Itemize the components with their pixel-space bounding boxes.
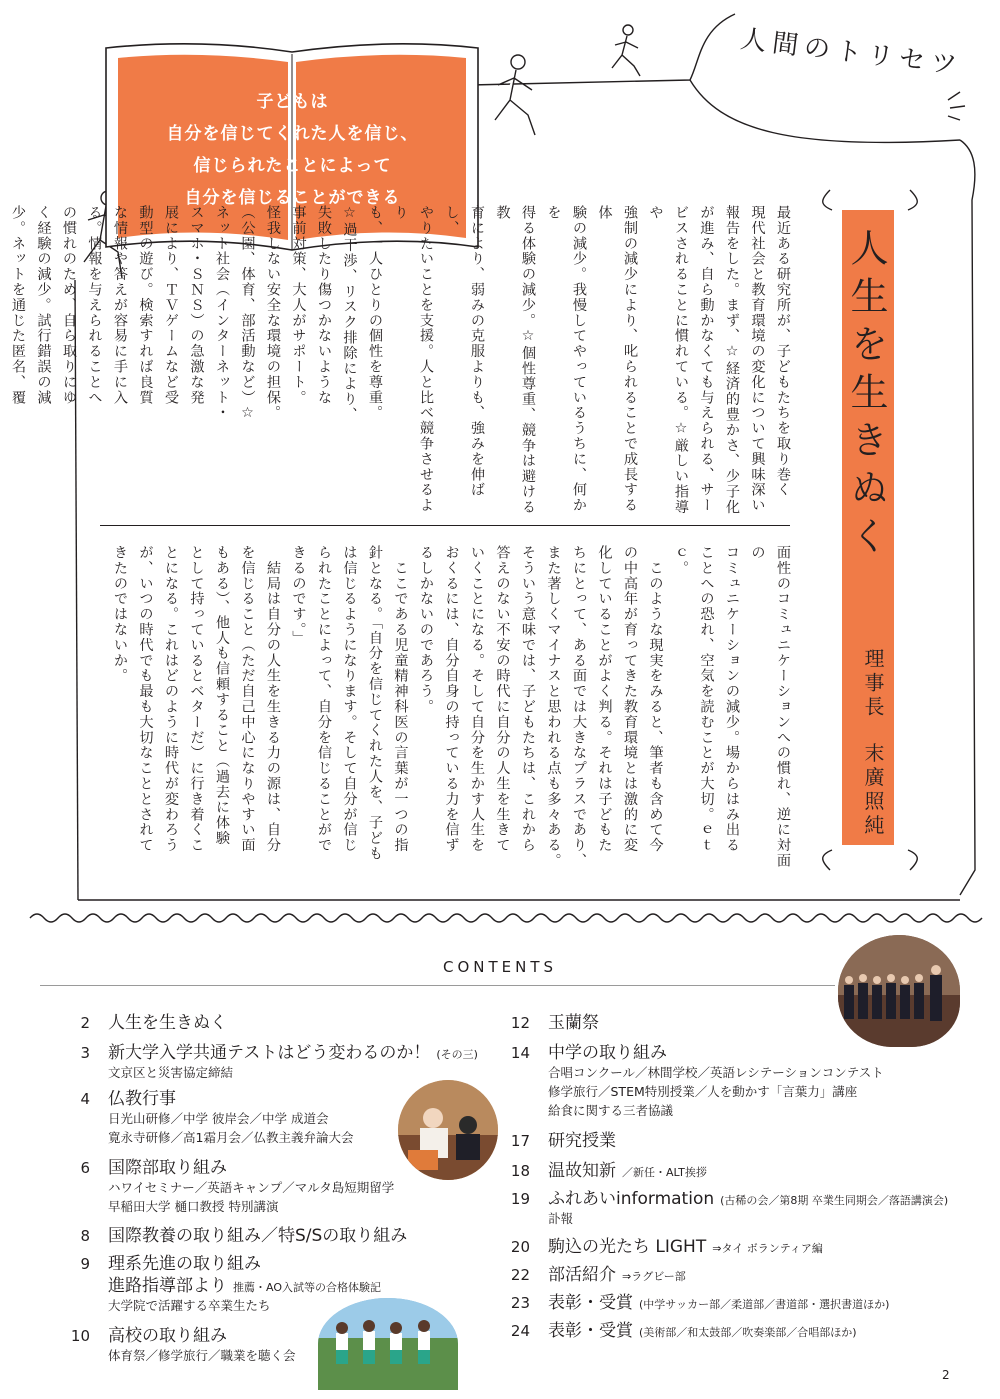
toc-title-note: ／新任・ALT挨拶: [622, 1166, 707, 1179]
toc-title: 高校の取り組み: [108, 1326, 227, 1346]
choir-photo: [838, 935, 960, 1047]
article-column: として持っているとベターだ）に行き着くこ: [188, 545, 205, 853]
series-title: 人間のトリセツ: [738, 24, 965, 82]
toc-entry[interactable]: [60, 1008, 227, 1033]
article-title: 人生を生きぬく: [844, 228, 888, 564]
toc-entry-row: [500, 1232, 823, 1257]
toc-title: 人生を生きぬく: [108, 1013, 227, 1033]
toc-page-number: 9: [80, 1255, 90, 1273]
article-column: とになる。これはどのように時代が変わろう: [163, 545, 179, 853]
article-column: 報告をした。まず、☆経済的豊かさ、少子化: [724, 205, 740, 515]
page-number: 2: [942, 1368, 950, 1382]
toc-entry-row: [60, 1271, 381, 1296]
toc-subitem: 修学旅行／STEM特別授業／人を動かす「言葉力」講座: [548, 1084, 858, 1099]
toc-subitem: 給食に関する三者協議: [548, 1103, 674, 1118]
article-column: 怪我しない安全な環境の担保。: [265, 205, 281, 421]
article-column: 化していることがよく判る。それは子どもた: [596, 545, 613, 853]
quote-line: 子どもは: [256, 92, 329, 112]
toc-entry-row: [60, 1038, 478, 1063]
toc-title: 仏教行事: [108, 1089, 176, 1109]
toc-entry[interactable]: [500, 1184, 948, 1228]
article-column: の慣れのため、自ら取りにゆ: [61, 205, 77, 406]
toc-title: 新大学入学共通テストはどう変わるのか！: [108, 1043, 431, 1063]
toc-page-number: 8: [80, 1227, 90, 1245]
article-column: 針となる。「自分を信じてくれた人を、子ども: [367, 545, 383, 862]
article-column: いくことになる。そして自分を生かす人生を: [469, 545, 485, 853]
toc-title-note: ⇒タイ ボランティア編: [712, 1242, 823, 1255]
article-column: 動型の遊び。検索すれば良質: [137, 205, 154, 406]
ceremony-photo: [398, 1080, 498, 1180]
article-column: 結局は自分の人生を生きる力の源は、自分: [265, 545, 281, 853]
toc-entry[interactable]: [500, 1038, 884, 1120]
toc-entry[interactable]: [500, 1126, 616, 1151]
toc-entry-row: [500, 1156, 707, 1181]
toc-page-number: 6: [80, 1159, 90, 1177]
article-column: そういう意味では、子どもたちは、これから: [520, 545, 536, 853]
article-column: ちにとって、ある面では大きなプラスであり、: [571, 545, 587, 869]
toc-page-number: 18: [510, 1162, 530, 1180]
article-column: の中高年が育ってきた教育環境とは激的に変: [622, 545, 638, 853]
article-column: 少。ネットを通じた匿名、覆: [10, 205, 26, 406]
toc-subitem: 大学院で活躍する卒業生たち: [108, 1298, 271, 1313]
article-column: おくるには、自分自身の持っている力を信ず: [443, 545, 460, 853]
article-column: る。情報を与えられることへ: [86, 205, 103, 406]
article-column: 答えのない不安の時代に自分の人生を生きて: [494, 545, 511, 853]
toc-page-number: 10: [70, 1327, 90, 1345]
sports-day-photo: [318, 1298, 458, 1390]
article-column: 失敗したり傷つかないような: [316, 205, 332, 406]
toc-entry[interactable]: [500, 1008, 599, 1033]
toc-entry[interactable]: [500, 1156, 707, 1181]
author-role: 理事長: [861, 648, 885, 720]
article-column: が、いつの時代でも最も大切なこととされて: [137, 545, 154, 853]
article-column: も、一人ひとりの個性を尊重。: [367, 205, 383, 421]
toc-title: 温故知新: [548, 1161, 616, 1181]
toc-entry[interactable]: [500, 1232, 823, 1257]
toc-entry-row: [60, 1321, 296, 1346]
toc-entry[interactable]: [500, 1316, 857, 1341]
toc-page-number: 22: [510, 1266, 530, 1284]
article-column: 験の減少。我慢してやっているうちに、何かを: [545, 205, 587, 513]
toc-entry[interactable]: [500, 1288, 889, 1313]
quote-line: 自分を信じることができる: [184, 188, 401, 208]
toc-entry-row: [500, 1126, 616, 1151]
article-column: このような現実をみると、筆者も含めて今: [647, 545, 664, 853]
toc-title: 中学の取り組み: [548, 1043, 667, 1063]
article-column: 育により、弱みの克服よりも、強みを伸ばし、: [443, 205, 485, 498]
toc-page-number: 14: [510, 1044, 530, 1062]
toc-title: 国際部取り組み: [108, 1158, 227, 1178]
toc-page-number: 17: [510, 1132, 530, 1150]
article-body-upper: [10, 205, 795, 523]
article-author: [848, 648, 888, 838]
toc-subitem: 日光山研修／中学 彼岸会／中学 成道会: [108, 1111, 329, 1126]
article-body-lower: [95, 545, 795, 875]
toc-entry-row: [60, 1153, 394, 1178]
runner-icon: [612, 25, 640, 76]
article-column: ビスされることに慣れている。☆厳しい指導や: [647, 205, 689, 515]
wavy-divider: [30, 914, 982, 922]
article-column: く経験の減少。試行錯誤の減: [35, 205, 52, 406]
toc-title-note: (中学サッカー部／柔道部／書道部・選択書道ほか): [639, 1298, 890, 1311]
article-column: ネット社会（インターネット・: [214, 205, 230, 421]
toc-title: 駒込の光たち LIGHT: [548, 1237, 707, 1257]
article-column: 面性のコミュニケーションへの慣れ、逆に対面の: [749, 545, 791, 869]
toc-title: 表彰・受賞: [548, 1293, 633, 1313]
article-column: 最近ある研究所が、子どもたちを取り巻く: [775, 205, 791, 498]
toc-entry-row: [500, 1038, 884, 1063]
article-column: ことへの恐れ、空気を読むことが大切。ｅｔｃ。: [673, 545, 715, 853]
toc-page-number: 2: [80, 1014, 90, 1032]
toc-title: 進路指導部より: [108, 1276, 227, 1296]
toc-entry-row: [500, 1288, 889, 1313]
article-column: スマホ・ＳＮＳ）の急激な発: [188, 205, 205, 406]
toc-page-number: 24: [510, 1322, 530, 1340]
article-column: るしかないのであろう。: [418, 545, 434, 715]
toc-page-number: 3: [80, 1044, 90, 1062]
contents-heading: CONTENTS: [442, 958, 558, 976]
toc-entry[interactable]: [60, 1038, 478, 1082]
toc-title-note: ⇒ラグビー部: [622, 1270, 686, 1283]
toc-page-number: 20: [510, 1238, 530, 1256]
article-column: 強制の減少により、叱られることで成長する体: [596, 205, 638, 513]
article-column: ここである児童精神科医の言葉が一つの指: [392, 545, 409, 853]
article-column: 得る体験の減少。☆個性尊重、競争は避ける教: [494, 205, 536, 515]
article-column: られたことによって、自分を信じることがで: [316, 545, 332, 853]
article-column: きたのではないか。: [112, 545, 128, 684]
toc-entry[interactable]: [60, 1221, 407, 1246]
article-column: ☆過干渉、リスク排除により、: [341, 205, 358, 423]
toc-title-note: (美術部／和太鼓部／吹奏楽部／合唱部ほか): [639, 1326, 857, 1339]
toc-title: 国際教養の取り組み／特S/Sの取り組み: [108, 1226, 408, 1246]
article-column: やりたいことを支援。人と比べ競争させるより: [392, 205, 434, 513]
toc-title: 玉蘭祭: [548, 1013, 599, 1033]
toc-page-number: 23: [510, 1294, 530, 1312]
toc-page-number: 19: [510, 1190, 530, 1208]
toc-subitem: ハワイセミナー／英語キャンプ／マルタ島短期留学: [108, 1180, 395, 1195]
toc-entry[interactable]: [60, 1271, 381, 1315]
toc-title-note: (古稀の会／第8期 卒業生同期会／落語講演会): [720, 1194, 949, 1207]
toc-title: ふれあいinformation: [548, 1189, 715, 1209]
toc-entry[interactable]: [60, 1153, 394, 1216]
toc-entry-row: [500, 1316, 857, 1341]
article-column: コミュニケーションの減少。場からはみ出る: [724, 545, 740, 853]
article-column: 展により、ＴＶゲームなど受: [163, 205, 179, 406]
toc-title-note: 推薦・AO入試等の合格体験記: [233, 1281, 381, 1294]
article-column: な情報や答えが容易に手に入: [112, 205, 128, 406]
article-column: また著しくマイナスと思われる点も多々ある。: [545, 545, 562, 869]
toc-entry-row: [500, 1184, 948, 1209]
article-column: を信じること（ただ自己中心になりやすい面: [239, 545, 256, 853]
toc-entry[interactable]: [60, 1321, 296, 1365]
toc-entry-row: [60, 1084, 353, 1109]
toc-title-note: (その三): [436, 1048, 478, 1061]
runner-icon: [495, 55, 535, 135]
toc-entry-row: [500, 1260, 686, 1285]
article-column: 現代社会と教育環境の変化について興味深い: [749, 205, 766, 513]
toc-title: 部活紹介: [548, 1265, 616, 1285]
toc-entry-row: [500, 1008, 599, 1033]
toc-page-number: 12: [510, 1014, 530, 1032]
contents-rule: [40, 985, 835, 986]
article-column: 事前対策、大人がサポート。: [290, 205, 307, 406]
toc-subitem: 体育祭／修学旅行／職業を聴く会: [108, 1348, 296, 1363]
toc-entry-row: [60, 1008, 227, 1033]
toc-subitem: 合唱コンクール／林間学校／英語レシテーションコンテスト: [548, 1065, 884, 1080]
toc-title: 研究授業: [548, 1131, 616, 1151]
toc-page-number: 4: [80, 1090, 90, 1108]
author-name: 末廣照純: [861, 742, 885, 839]
toc-entry[interactable]: [500, 1260, 686, 1285]
toc-entry-row: [60, 1221, 407, 1246]
toc-subitem: 早稲田大学 樋口教授 特別講演: [108, 1199, 279, 1214]
quote-line: 信じられたことによって: [193, 156, 392, 176]
toc-subitem: 文京区と災害協定締結: [108, 1065, 234, 1080]
toc-subitem: 寛永寺研修／高1霜月会／仏教主義弁論大会: [108, 1130, 354, 1145]
article-column: もある）、他人も信頼すること（過去に体験: [214, 545, 230, 846]
toc-subitem: 訃報: [548, 1211, 574, 1226]
article-column: きるのです。」: [290, 545, 307, 646]
toc-entry[interactable]: [60, 1084, 353, 1147]
quote-line: 自分を信じてくれた人を信じ、: [166, 124, 419, 144]
toc-title: 理系先進の取り組み: [108, 1254, 261, 1274]
article-column: は信じるようになります。そして自分が信じ: [341, 545, 358, 853]
article-column: が進み、自ら動かなくても与えられる、サー: [698, 205, 715, 513]
article-divider: [100, 525, 790, 526]
toc-title: 表彰・受賞: [548, 1321, 633, 1341]
article-column: （公園、体育、部活動など）☆: [239, 205, 256, 423]
